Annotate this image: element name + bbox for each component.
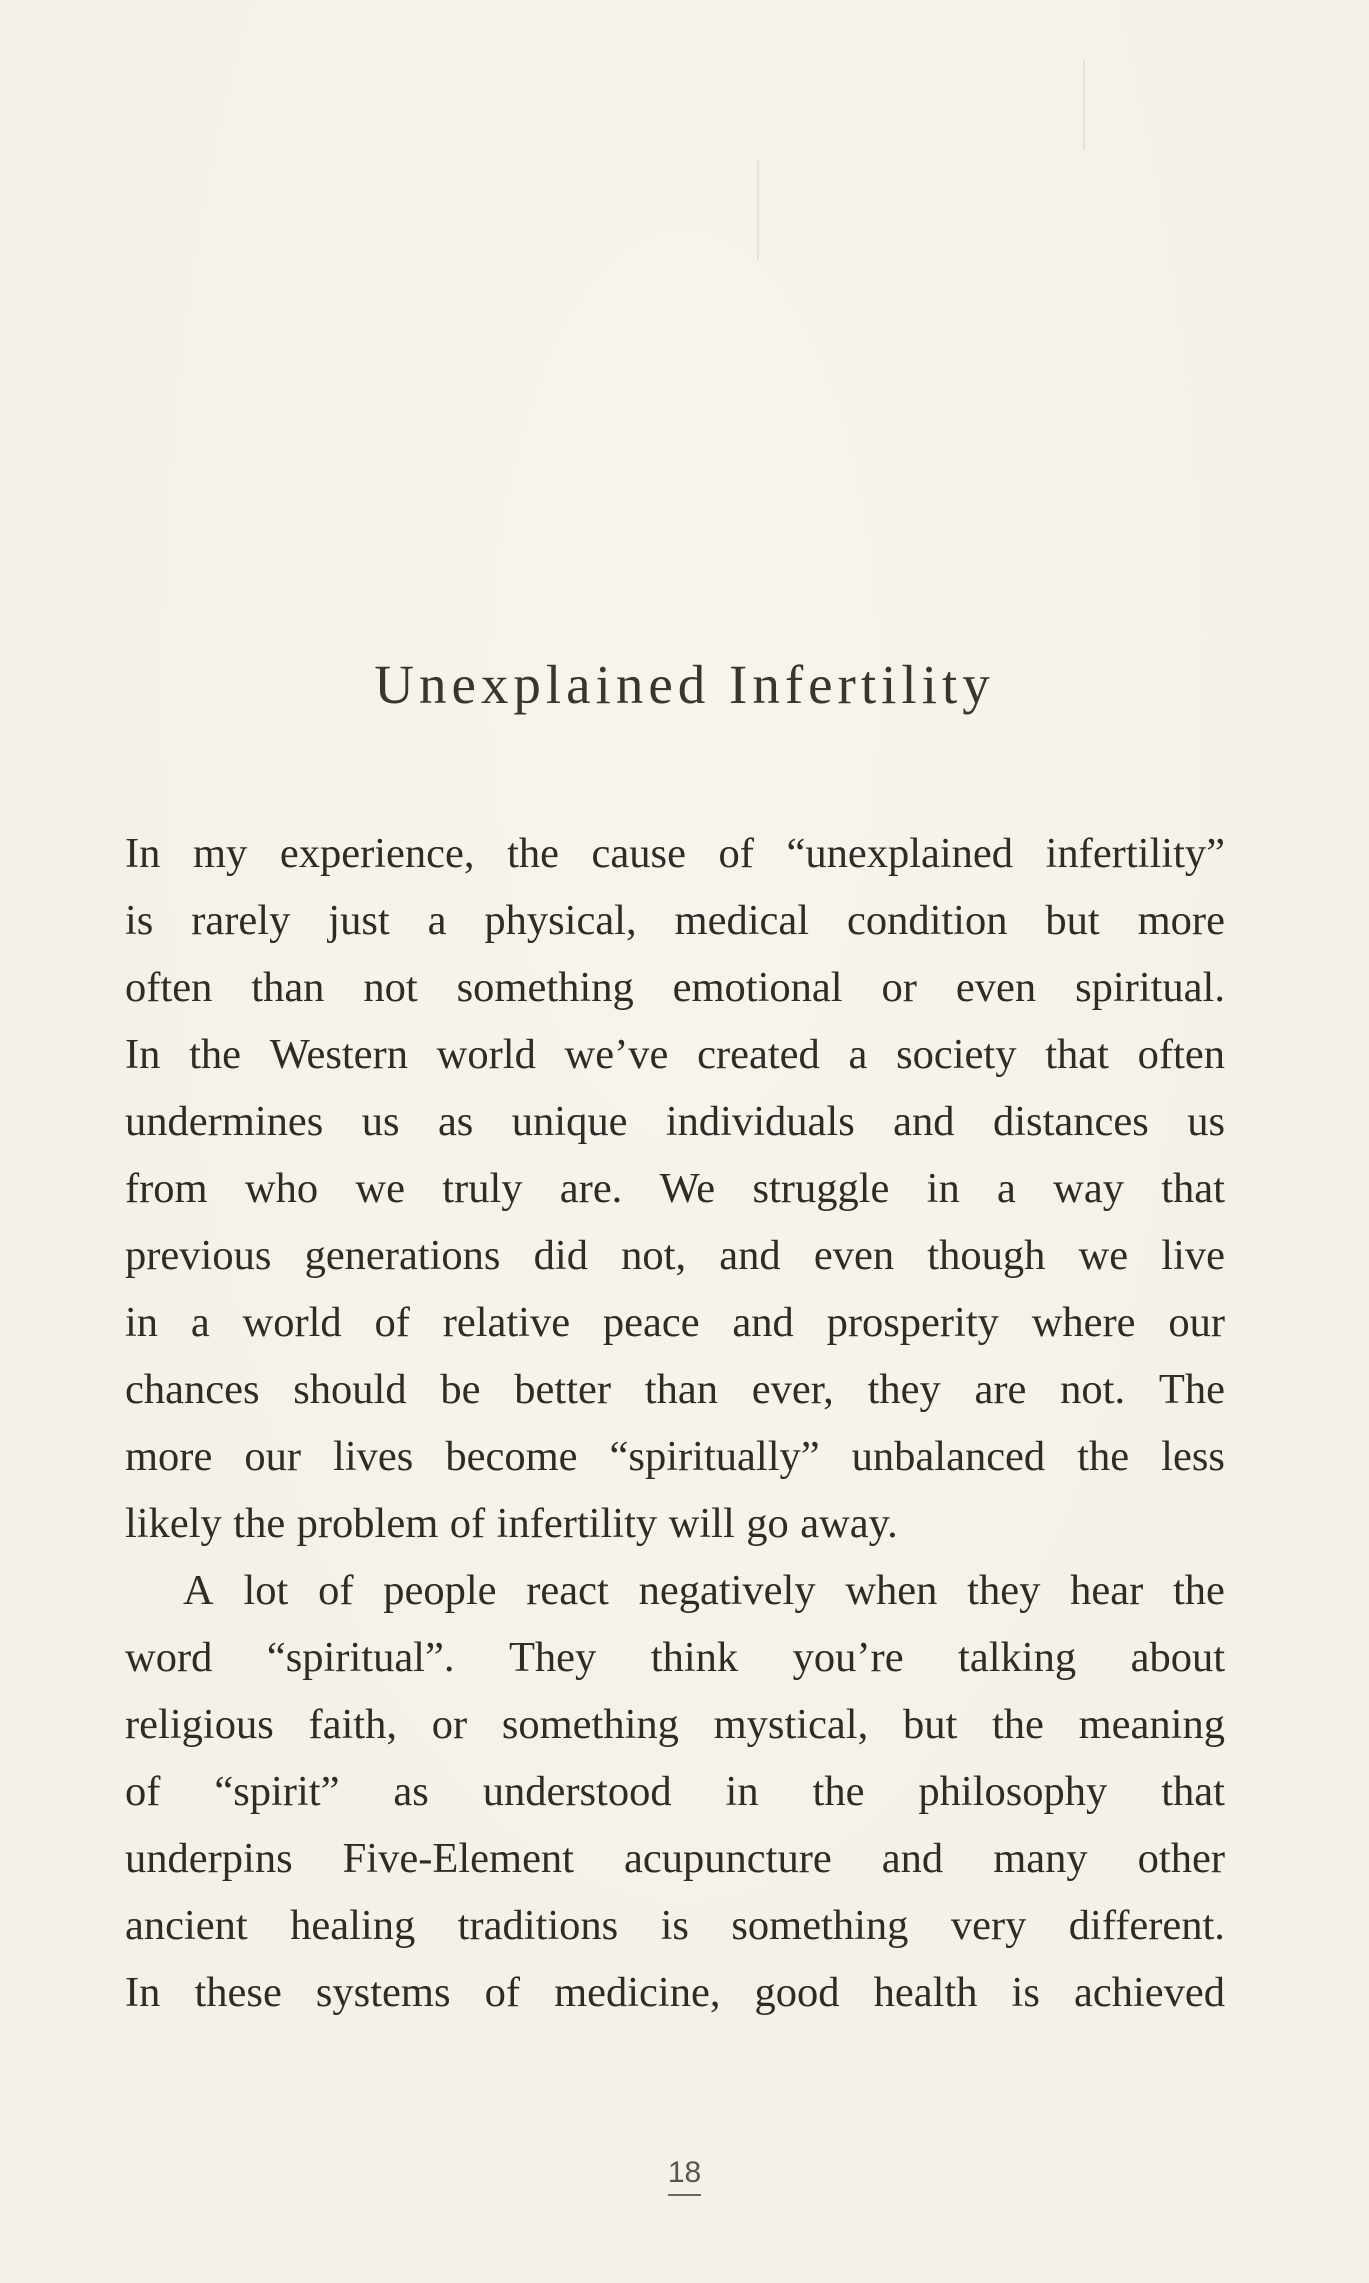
body-text xyxy=(125,820,1225,2026)
page-number-label: 18 xyxy=(668,2156,701,2196)
text-line: in a world of relative peace and prosperity where our xyxy=(125,1299,1225,1346)
text-line: previous generations did not, and even though we live xyxy=(125,1232,1225,1279)
show-through-mark xyxy=(757,160,759,260)
show-through-mark xyxy=(1083,60,1085,150)
text-line: chances should be better than ever, they are not. The xyxy=(125,1366,1225,1413)
text-line: from who we truly are. We struggle in a way that xyxy=(125,1165,1225,1212)
text-line: of “spirit” as understood in the philosophy that xyxy=(125,1768,1225,1815)
text-line: In the Western world we’ve created a society that often xyxy=(125,1031,1225,1078)
text-line: religious faith, or something mystical, but the meaning xyxy=(125,1701,1225,1748)
text-line: undermines us as unique individuals and distances us xyxy=(125,1098,1225,1145)
page-number xyxy=(0,2156,1369,2196)
text-line: ancient healing traditions is something very different. xyxy=(125,1902,1225,1949)
text-line: more our lives become “spiritually” unbalanced the less xyxy=(125,1433,1225,1480)
text-line: likely the problem of infertility will go away. xyxy=(125,1500,898,1547)
paragraph-1 xyxy=(125,820,1225,1557)
chapter-title: Unexplained Infertility xyxy=(374,653,995,715)
text-line: A lot of people react negatively when they hear the xyxy=(183,1567,1225,1614)
text-line: In my experience, the cause of “unexplained infertility” xyxy=(125,830,1225,877)
text-line: word “spiritual”. They think you’re talking about xyxy=(125,1634,1225,1681)
text-line: often than not something emotional or even spiritual. xyxy=(125,964,1225,1011)
text-line: is rarely just a physical, medical condition but more xyxy=(125,897,1225,944)
paragraph-2 xyxy=(125,1557,1225,2026)
text-line: underpins Five-Element acupuncture and many other xyxy=(125,1835,1225,1882)
text-line: In these systems of medicine, good health is achieved xyxy=(125,1969,1225,2016)
